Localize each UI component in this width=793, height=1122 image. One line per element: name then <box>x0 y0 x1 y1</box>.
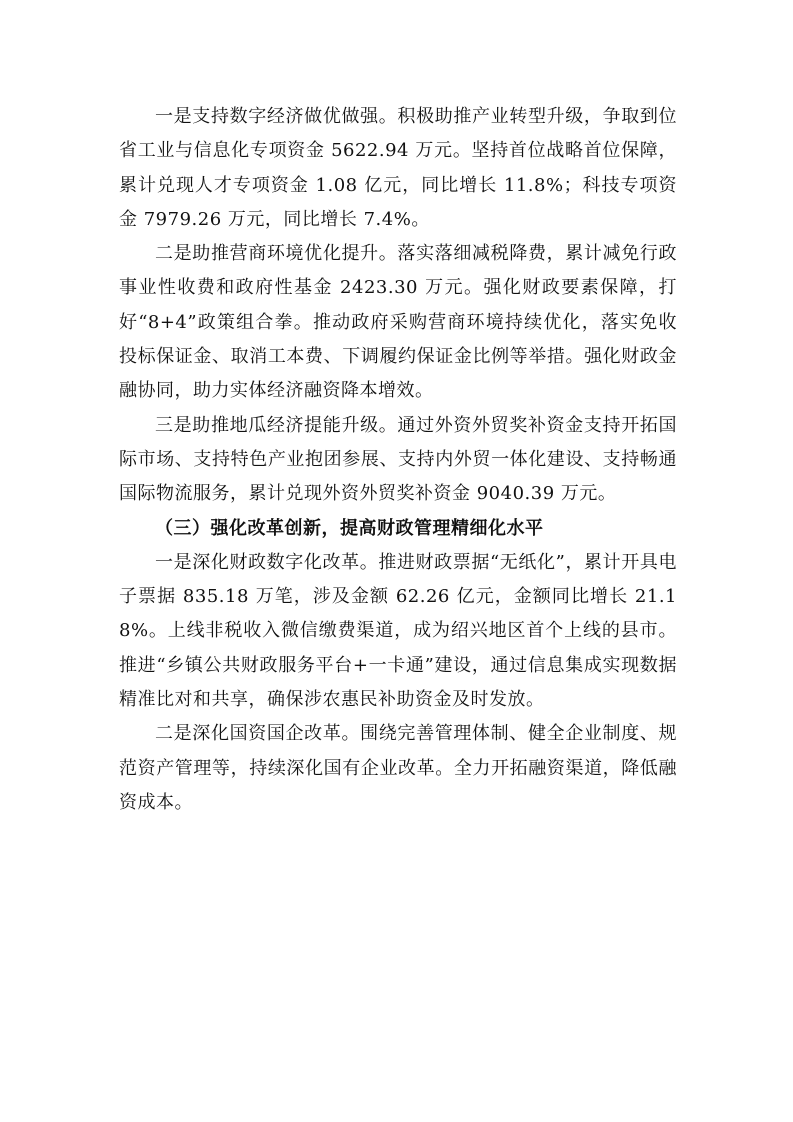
paragraph-business-environment: 二是助推营商环境优化提升。落实落细减税降费，累计减免行政事业性收费和政府性基金 2423.30 万元。强化财政要素保障，打好“8+4”政策组合拳。推动政府采购营商环境持续优化，落实免收投标保证金、取消工本费、下调履约保证金比例等举措。强化财政金融协同，助力实体经济融资降本增效。 <box>119 243 677 402</box>
section-heading: （三）强化改革创新，提高财政管理精细化水平 <box>155 517 544 539</box>
paragraph-digital-economy: 一是支持数字经济做优做强。积极助推产业转型升级，争取到位省工业与信息化专项资金 5622.94 万元。坚持首位战略首位保障，累计兑现人才专项资金 1.08 亿元，同比增长 11.8%；科技专项资金 7979.26 万元，同比增长 7.4%。 <box>119 106 677 230</box>
document-body <box>119 100 677 820</box>
paragraph-fiscal-digital-reform: 一是深化财政数字化改革。推进财政票据“无纸化”，累计开具电子票据 835.18 万笔，涉及金额 62.26 亿元，金额同比增长 21.18%。上线非税收入微信缴费渠道，成为绍兴地区首个上线的县市。推进“乡镇公共财政服务平台+一卡通”建设，通过信息集成实现数据精准比对和共享，确保涉农惠民补助资金及时发放。 <box>119 551 677 711</box>
paragraph-sweet-potato-economy: 三是助推地瓜经济提能升级。通过外资外贸奖补资金支持开拓国际市场、支持特色产业抱团参展、支持内外贸一体化建设、支持畅通国际物流服务，累计兑现外资外贸奖补资金 9040.39 万元。 <box>119 414 677 505</box>
paragraph-state-enterprise-reform: 二是深化国资国企改革。围绕完善管理体制、健全企业制度、规范资产管理等，持续深化国有企业改革。全力开拓融资渠道，降低融资成本。 <box>119 723 677 813</box>
